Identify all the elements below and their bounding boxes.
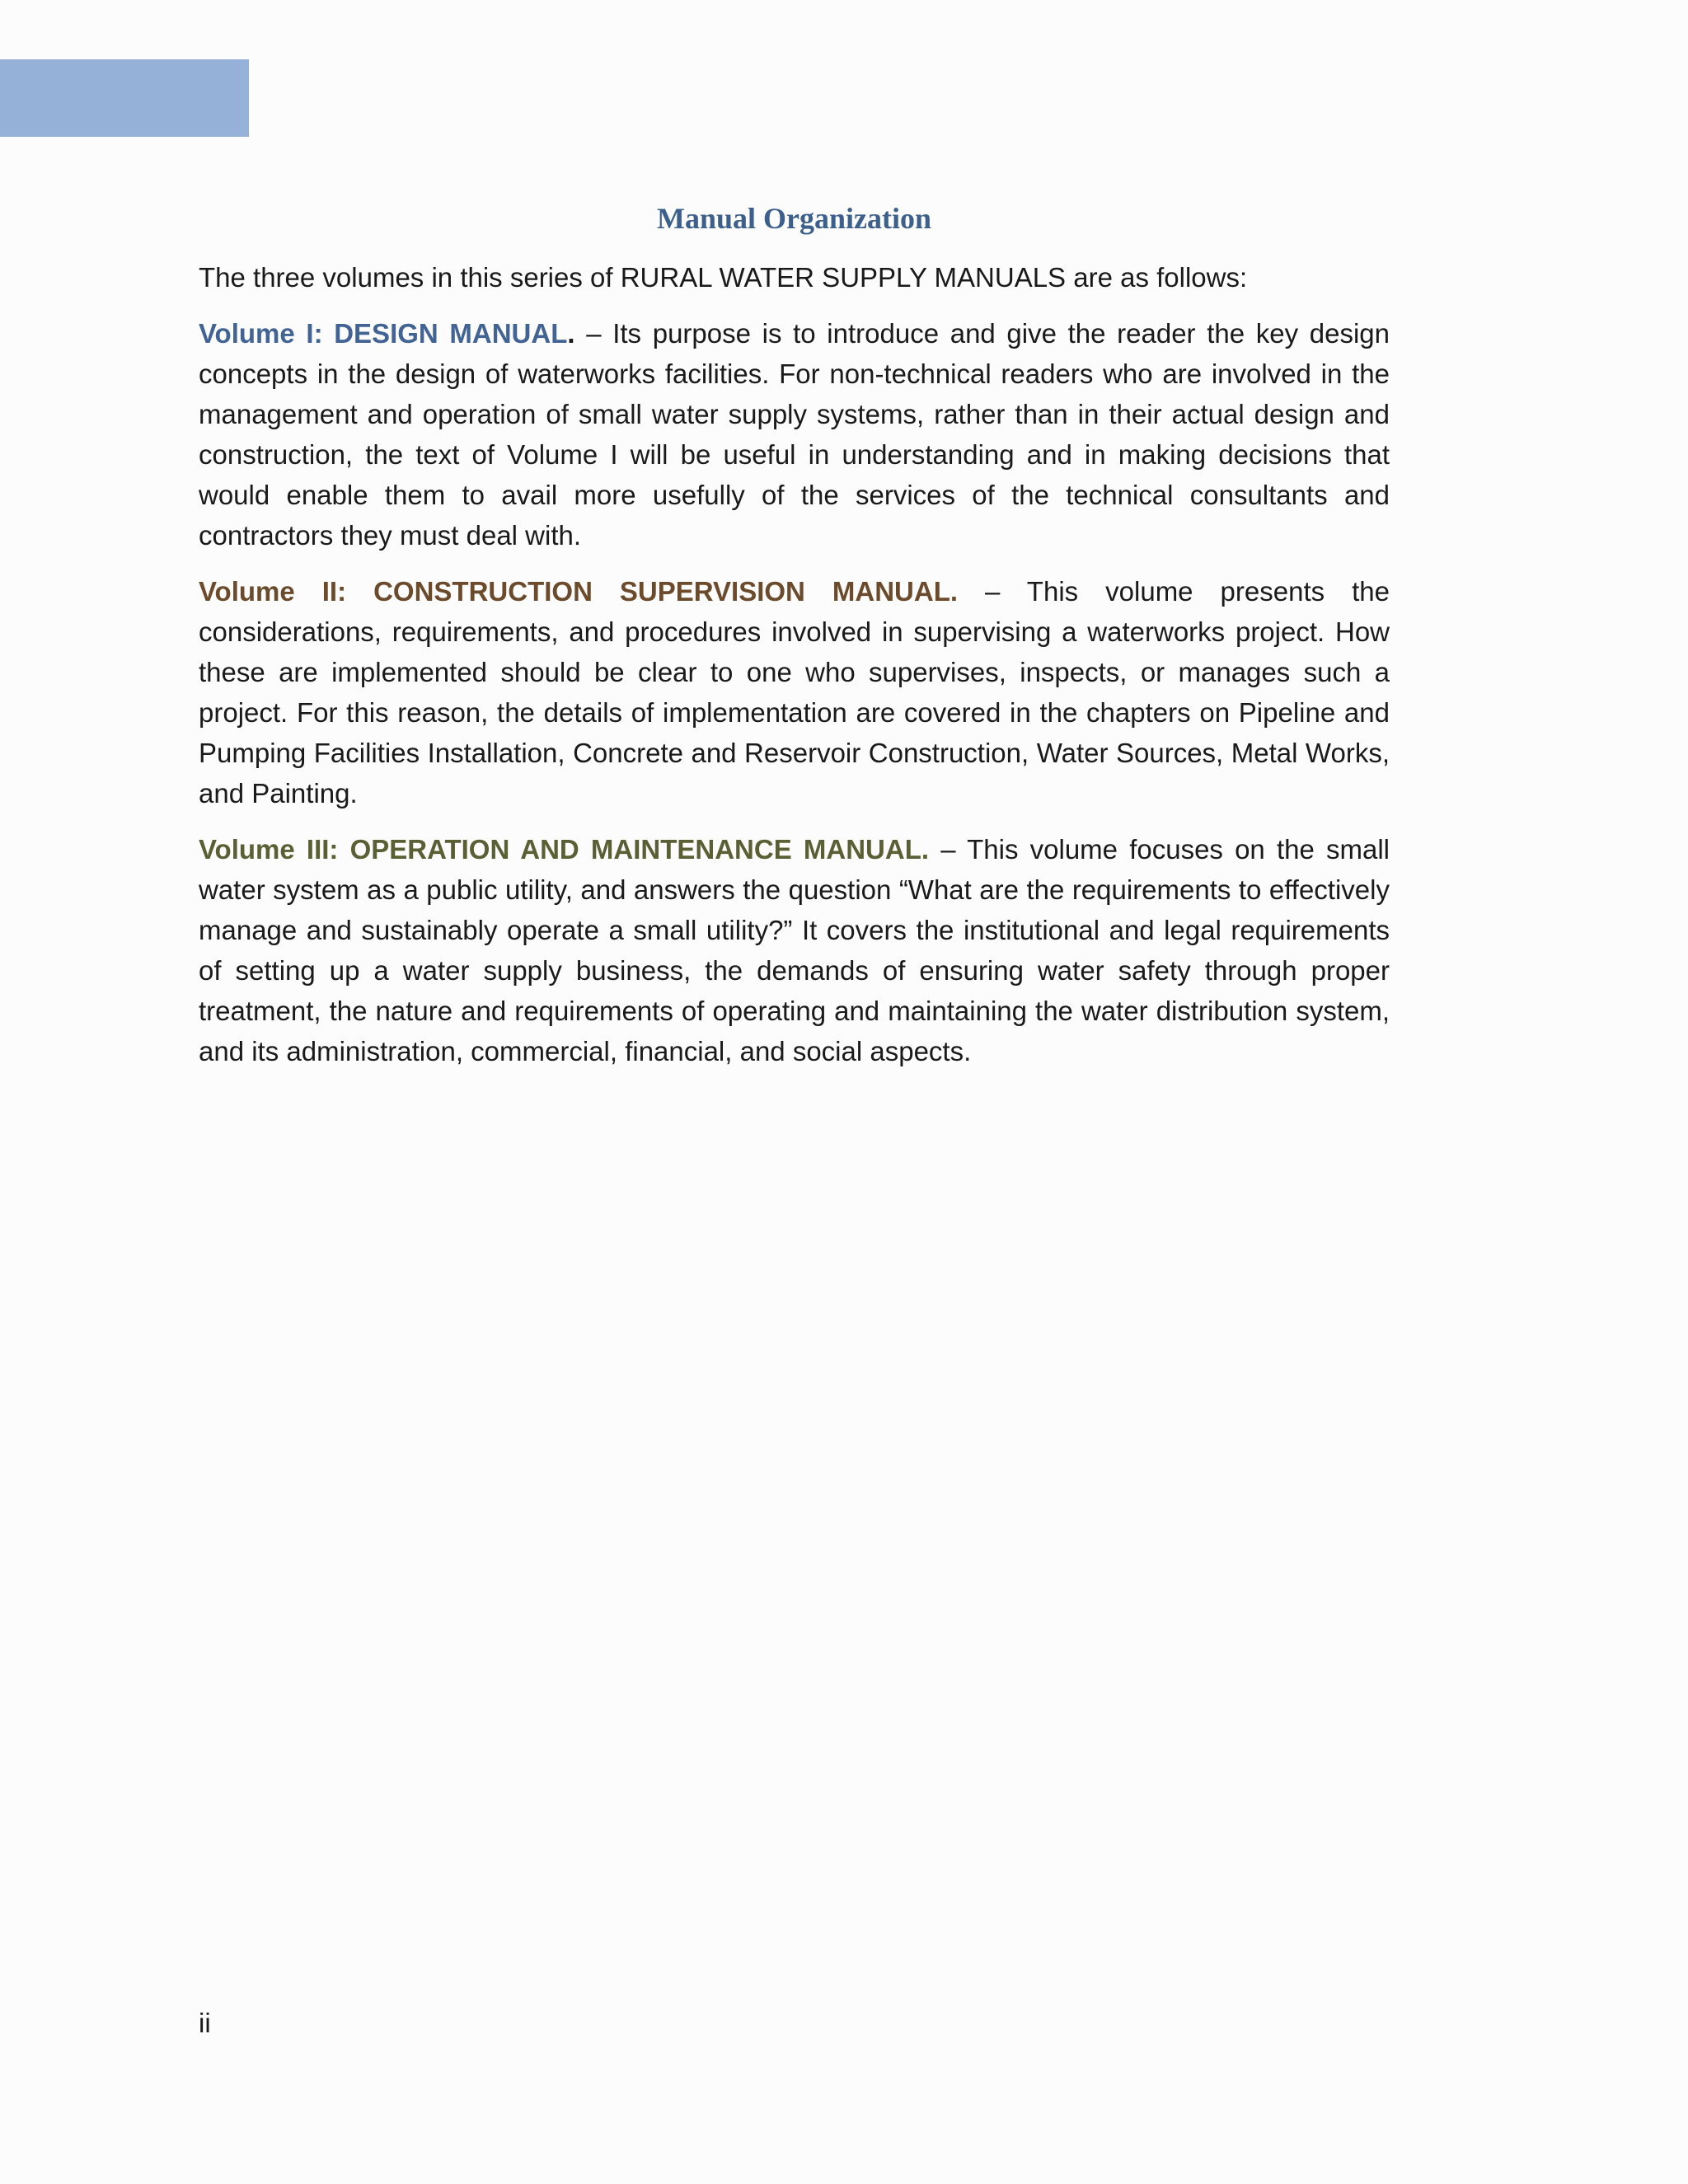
- volume-1-heading-period: .: [567, 318, 575, 349]
- volume-1-paragraph: [199, 313, 1390, 555]
- volume-3-heading: Volume III: OPERATION AND MAINTENANCE MANUAL.: [199, 834, 930, 865]
- volume-3-body: – This volume focuses on the small water system as a public utility, and answers the question “What are the requirements to effectively manage and sustainably operate a small utility?” It covers the institutional and legal requirements of setting up a water supply business, the demands of ensuring water safety through proper treatment, the nature and requirements of operating and maintaining the water distribution system, and its administration, commercial, financial, and social aspects.: [199, 834, 1390, 1066]
- volume-2-paragraph: [199, 571, 1390, 813]
- page-number: ii: [199, 2008, 211, 2038]
- corner-tab-decoration: [0, 59, 249, 137]
- page-content: [199, 199, 1390, 1087]
- volume-1-heading: Volume I: DESIGN MANUAL: [199, 318, 568, 349]
- intro-paragraph: The three volumes in this series of RURAL WATER SUPPLY MANUALS are as follows:: [199, 262, 1248, 293]
- volume-2-heading: Volume II: CONSTRUCTION SUPERVISION MANUAL.: [199, 576, 959, 607]
- volume-1-body: – Its purpose is to introduce and give the reader the key design concepts in the design of waterworks facilities. For non-technical readers who are involved in the management and operation of small water supply systems, rather than in their actual design and construction, the text of Volume I will be useful in understanding and in making decisions that would enable them to avail more usefully of the services of the technical consultants and contractors they must deal with.: [199, 318, 1390, 551]
- volume-3-paragraph: [199, 829, 1390, 1071]
- page-title: Manual Organization: [656, 202, 932, 235]
- volume-2-body: – This volume presents the considerations, requirements, and procedures involved in supervising a waterworks project. How these are implemented should be clear to one who supervises, inspects, or manages such a project. For this reason, the details of implementation are covered in the chapters on Pipeline and Pumping Facilities Installation, Concrete and Reservoir Construction, Water Sources, Metal Works, and Painting.: [199, 576, 1390, 808]
